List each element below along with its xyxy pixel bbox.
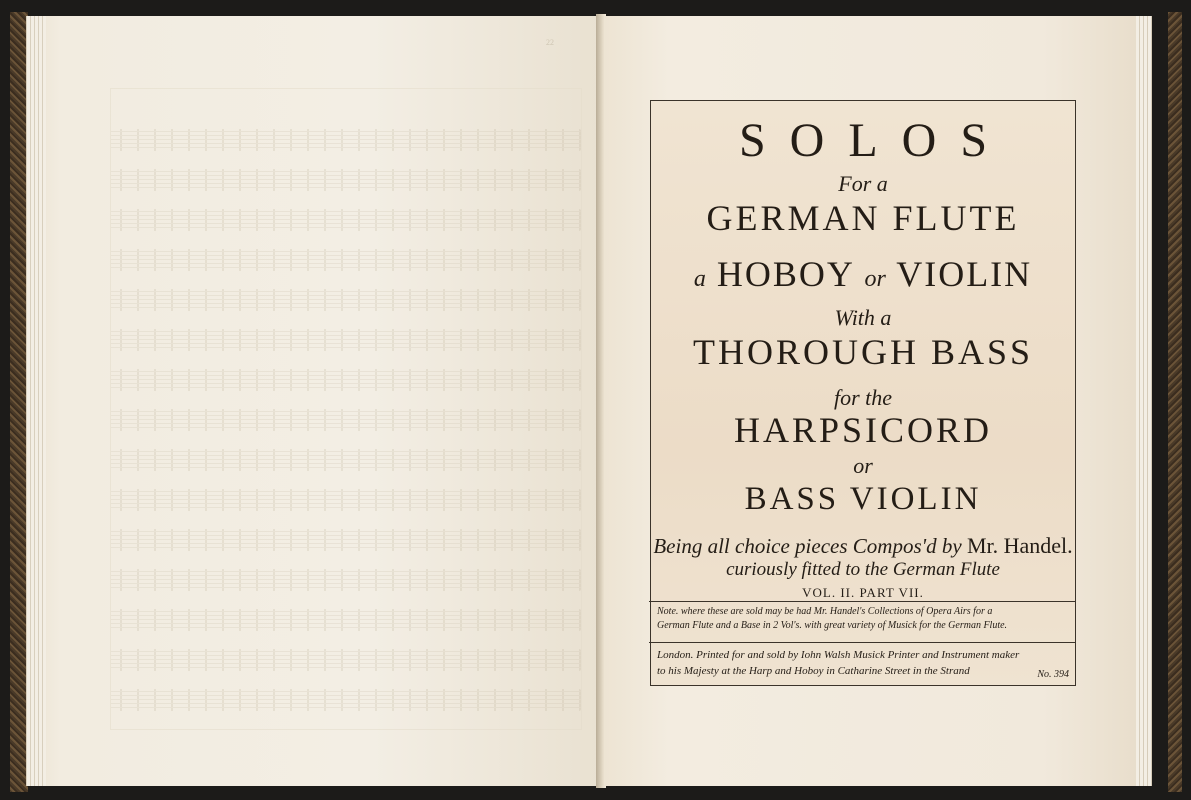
- for-a-text: For a: [838, 171, 888, 196]
- for-the-text: for the: [833, 385, 893, 410]
- ghost-staff: [111, 249, 581, 271]
- hoboy-violin-line: [651, 253, 1075, 295]
- imprint: [649, 645, 1075, 685]
- right-page-edges: [1136, 16, 1152, 786]
- left-page: [26, 16, 600, 786]
- or-text-2: or: [853, 453, 873, 478]
- ghost-staff: [111, 609, 581, 631]
- a-text: a: [693, 266, 706, 292]
- curiously-text: curiously fitted to the German Flute: [726, 559, 1000, 580]
- being-text: Being all choice pieces Compos'd by: [653, 534, 962, 558]
- note-line-2: German Flute and a Base in 2 Vol's. with great variety of Musick for the German Flute.: [657, 620, 1008, 631]
- or-text: or: [864, 266, 886, 292]
- bleed-through-music: [110, 88, 582, 730]
- composer-name: Mr. Handel.: [966, 533, 1073, 558]
- left-page-number: 22: [546, 38, 554, 47]
- volume-text: VOL. II. PART VII.: [802, 585, 924, 600]
- composer-line: [651, 533, 1075, 559]
- imprint-line-1: London. Printed for and sold by Iohn Walsh Musick Printer and Instrument maker: [657, 649, 1020, 661]
- ghost-staff: [111, 529, 581, 551]
- left-page-edges: [26, 16, 46, 786]
- plate-number: No. 394: [1037, 669, 1069, 680]
- ghost-staff: [111, 409, 581, 431]
- ghost-staff: [111, 289, 581, 311]
- book-cover-right: [1168, 12, 1182, 792]
- harpsicord-text: HARPSICORD: [733, 410, 993, 450]
- ghost-staff: [111, 329, 581, 351]
- ghost-staff: [111, 489, 581, 511]
- imprint-line-2: to his Majesty at the Harp and Hoboy in Catharine Street in the Strand: [657, 665, 970, 677]
- ghost-staff: [111, 209, 581, 231]
- ghost-staff: [111, 449, 581, 471]
- note-line-1: Note. where these are sold may be had Mr. Handel's Collections of Opera Airs for a: [657, 606, 993, 617]
- title-solos: SOLOS: [738, 114, 1012, 167]
- thorough-bass-text: THOROUGH BASS: [692, 332, 1034, 372]
- ghost-staff: [111, 689, 581, 711]
- bass-violin-text: BASS VIOLIN: [744, 481, 982, 517]
- ghost-staff: [111, 569, 581, 591]
- ghost-staff: [111, 649, 581, 671]
- ghost-staff: [111, 129, 581, 151]
- german-flute-text: GERMAN FLUTE: [706, 198, 1020, 238]
- ghost-staff: [111, 169, 581, 191]
- hoboy-text: HOBOY: [716, 254, 854, 294]
- note-box: [649, 601, 1075, 643]
- ghost-staff: [111, 369, 581, 391]
- violin-text: VIOLIN: [896, 254, 1033, 294]
- with-a-text: With a: [834, 305, 892, 330]
- title-plate: [650, 100, 1076, 686]
